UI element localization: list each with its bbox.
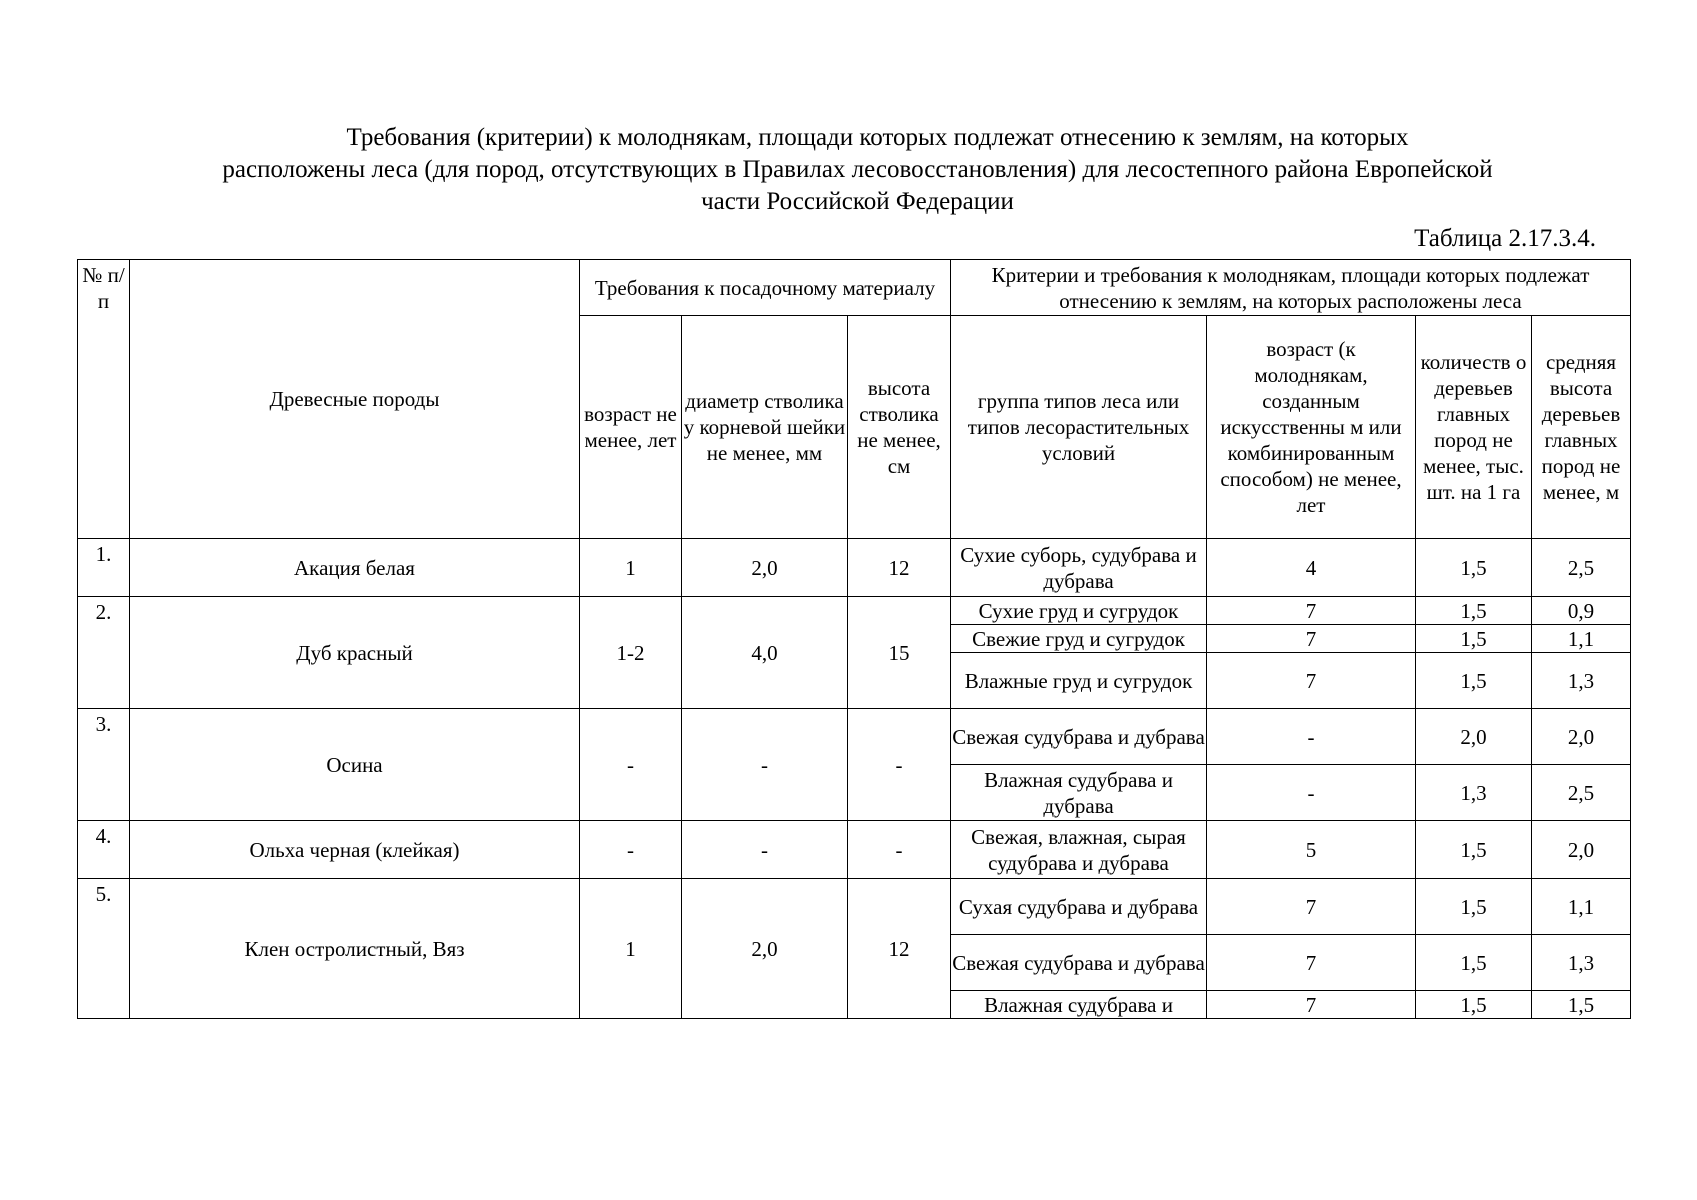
avg-height-cell: 1,1 <box>1532 625 1631 653</box>
diameter-cell: 4,0 <box>682 597 848 709</box>
document-title <box>110 122 1605 218</box>
age-cell: 1 <box>580 539 682 597</box>
row-num: 2. <box>78 597 130 709</box>
table-row <box>78 821 1631 879</box>
diameter-cell: - <box>682 821 848 879</box>
avg-height-cell: 2,0 <box>1532 709 1631 765</box>
title-line: Требования (критерии) к молоднякам, площади которых подлежат отнесению к землям, на которых <box>346 124 1409 151</box>
count-cell: 1,5 <box>1416 539 1532 597</box>
young-age-cell: 5 <box>1207 821 1416 879</box>
young-age-cell: - <box>1207 709 1416 765</box>
forest-type-cell: Влажная судубрава и дубрава <box>951 765 1207 821</box>
requirements-table <box>77 259 1631 1019</box>
young-age-cell: 7 <box>1207 597 1416 625</box>
count-cell: 1,5 <box>1416 991 1532 1019</box>
height-cell: - <box>848 709 951 821</box>
header-forest-type: группа типов леса или типов лесорастительных условий <box>951 316 1207 539</box>
avg-height-cell: 1,1 <box>1532 879 1631 935</box>
young-age-cell: 4 <box>1207 539 1416 597</box>
age-cell: 1-2 <box>580 597 682 709</box>
height-cell: 15 <box>848 597 951 709</box>
forest-type-cell: Сухие груд и сугрудок <box>951 597 1207 625</box>
species-cell: Ольха черная (клейкая) <box>130 821 580 879</box>
diameter-cell: - <box>682 709 848 821</box>
avg-height-cell: 1,3 <box>1532 935 1631 991</box>
forest-type-cell: Свежие груд и сугрудок <box>951 625 1207 653</box>
count-cell: 1,5 <box>1416 821 1532 879</box>
avg-height-cell: 1,3 <box>1532 653 1631 709</box>
height-cell: 12 <box>848 879 951 1019</box>
row-num: 1. <box>78 539 130 597</box>
count-cell: 1,5 <box>1416 935 1532 991</box>
species-cell: Акация белая <box>130 539 580 597</box>
header-num: № п/п <box>78 260 130 539</box>
age-cell: 1 <box>580 879 682 1019</box>
diameter-cell: 2,0 <box>682 539 848 597</box>
young-age-cell: 7 <box>1207 653 1416 709</box>
avg-height-cell: 2,0 <box>1532 821 1631 879</box>
header-height: высота стволика не менее, см <box>848 316 951 539</box>
table-row <box>78 709 1631 765</box>
avg-height-cell: 2,5 <box>1532 539 1631 597</box>
forest-type-cell: Свежая, влажная, сырая судубрава и дубрава <box>951 821 1207 879</box>
species-cell: Клен остролистный, Вяз <box>130 879 580 1019</box>
header-criteria-group: Критерии и требования к молоднякам, площади которых подлежат отнесению к землям, на которых расположены леса <box>951 260 1631 316</box>
header-age: возраст не менее, лет <box>580 316 682 539</box>
young-age-cell: 7 <box>1207 935 1416 991</box>
table-row <box>78 539 1631 597</box>
header-species: Древесные породы <box>130 260 580 539</box>
diameter-cell: 2,0 <box>682 879 848 1019</box>
count-cell: 1,5 <box>1416 879 1532 935</box>
count-cell: 1,5 <box>1416 625 1532 653</box>
header-diameter: диаметр стволика у корневой шейки не менее, мм <box>682 316 848 539</box>
young-age-cell: 7 <box>1207 625 1416 653</box>
species-cell: Осина <box>130 709 580 821</box>
avg-height-cell: 2,5 <box>1532 765 1631 821</box>
height-cell: - <box>848 821 951 879</box>
young-age-cell: - <box>1207 765 1416 821</box>
title-line: части Российской Федерации <box>701 188 1014 215</box>
height-cell: 12 <box>848 539 951 597</box>
forest-type-cell: Сухие суборь, судубрава и дубрава <box>951 539 1207 597</box>
count-cell: 1,5 <box>1416 597 1532 625</box>
species-cell: Дуб красный <box>130 597 580 709</box>
young-age-cell: 7 <box>1207 879 1416 935</box>
table-row <box>78 879 1631 935</box>
header-planting-group: Требования к посадочному материалу <box>580 260 951 316</box>
header-row <box>78 260 1631 316</box>
avg-height-cell: 1,5 <box>1532 991 1631 1019</box>
age-cell: - <box>580 821 682 879</box>
header-avg-height: средняя высота деревьев главных пород не менее, м <box>1532 316 1631 539</box>
avg-height-cell: 0,9 <box>1532 597 1631 625</box>
row-num: 5. <box>78 879 130 1019</box>
header-count: количеств о деревьев главных пород не менее, тыс. шт. на 1 га <box>1416 316 1532 539</box>
table-row <box>78 597 1631 625</box>
forest-type-cell: Сухая судубрава и дубрава <box>951 879 1207 935</box>
header-young-age: возраст (к молоднякам, созданным искусственны м или комбинированным способом) не менее, лет <box>1207 316 1416 539</box>
row-num: 3. <box>78 709 130 821</box>
count-cell: 1,5 <box>1416 653 1532 709</box>
count-cell: 2,0 <box>1416 709 1532 765</box>
forest-type-cell: Влажные груд и сугрудок <box>951 653 1207 709</box>
title-line: расположены леса (для пород, отсутствующих в Правилах лесовосстановления) для лесостепного района Европейской <box>222 156 1493 183</box>
row-num: 4. <box>78 821 130 879</box>
forest-type-cell: Свежая судубрава и дубрава <box>951 935 1207 991</box>
age-cell: - <box>580 709 682 821</box>
count-cell: 1,3 <box>1416 765 1532 821</box>
forest-type-cell: Свежая судубрава и дубрава <box>951 709 1207 765</box>
table-number: Таблица 2.17.3.4. <box>1414 225 1596 252</box>
forest-type-cell: Влажная судубрава и <box>951 991 1207 1019</box>
young-age-cell: 7 <box>1207 991 1416 1019</box>
